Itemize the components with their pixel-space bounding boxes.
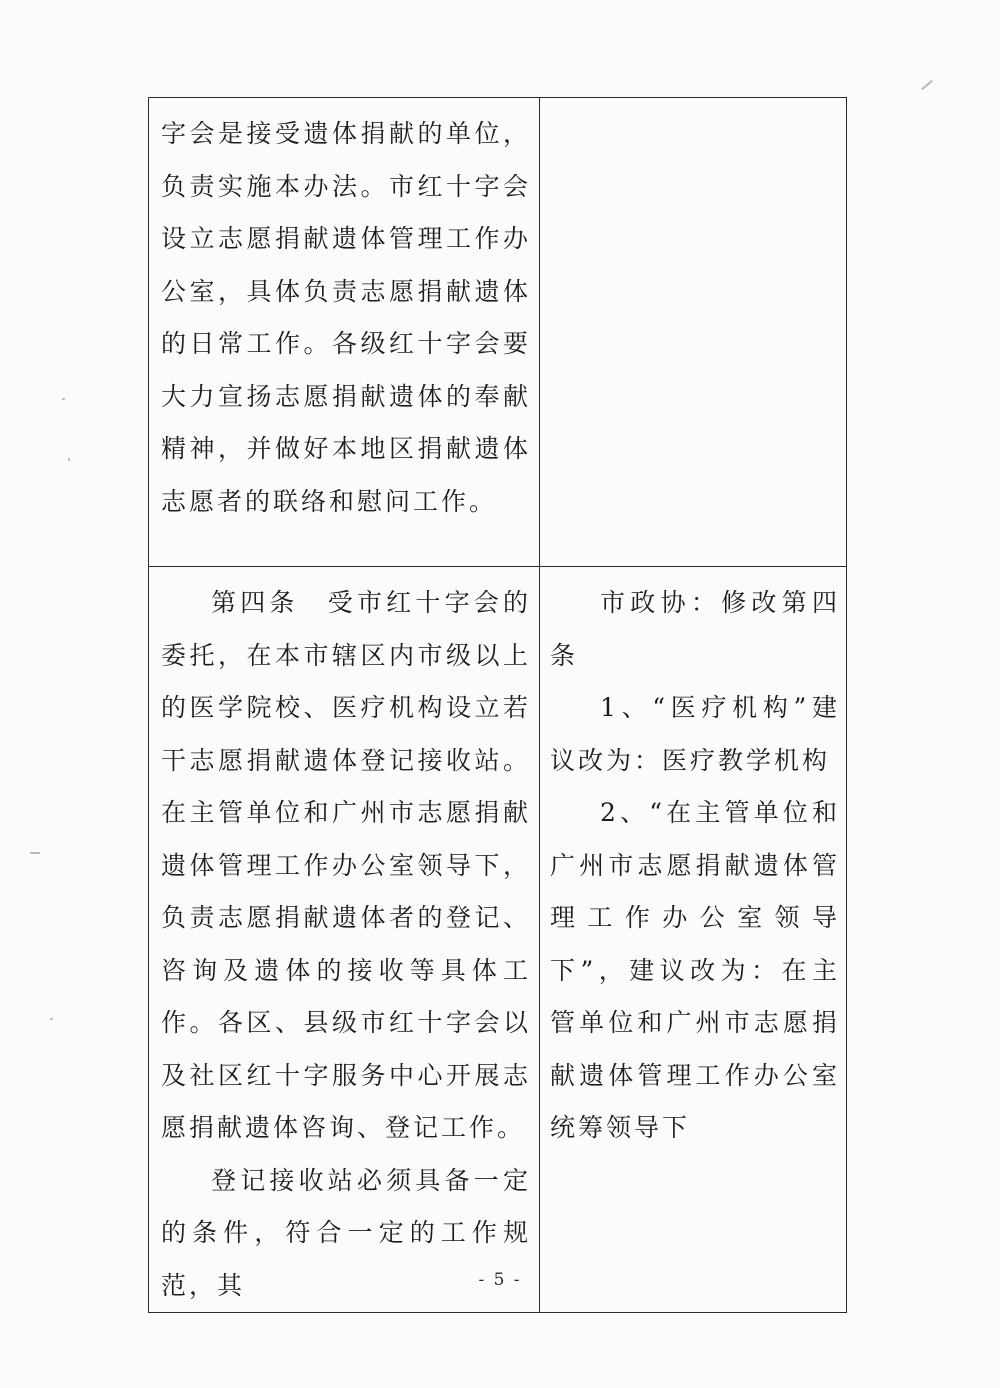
comment-cell (540, 98, 847, 567)
comment-item-2: 2、“在主管单位和广州市志愿捐献遗体管理工作办公室领导下”，建议改为：在主管单位和广州市志愿捐献遗体管理工作办公室统筹领导下 (550, 798, 840, 1142)
table-row (149, 567, 847, 1313)
scan-speck (62, 398, 65, 400)
scan-speck (30, 852, 40, 854)
station-requirements-paragraph: 登记接收站必须具备一定的条件，符合一定的工作规范，其 (161, 1165, 531, 1300)
article-four-paragraph: 第四条 受市红十字会的委托，在本市辖区内市级以上的医学院校、医疗机构设立若干志愿捐献遗体登记接收站。在主管单位和广州市志愿捐献遗体管理工作办公室领导下，负责志愿捐献遗体者的登记、咨询及遗体的接收等具体工作。各区、县级市红十字会以及社区红十字服务中心开展志愿捐献遗体咨询、登记工作。 (161, 588, 531, 1142)
original-text-paragraph: 字会是接受遗体捐献的单位，负责实施本办法。市红十字会设立志愿捐献遗体管理工作办公室，具体负责志愿捐献遗体的日常工作。各级红十字会要大力宣扬志愿捐献遗体的奉献精神，并做好本地区捐献遗体志愿者的联络和慰问工作。 (161, 119, 531, 516)
original-text-cell (149, 98, 540, 567)
scan-speck (68, 458, 70, 461)
page-number: - 5 - (478, 1270, 522, 1290)
scan-speck (50, 1018, 53, 1020)
comparison-table (148, 97, 847, 1313)
scan-speck (921, 80, 933, 91)
comment-heading: 市政协：修改第四条 (550, 588, 840, 670)
comment-item-1: 1、“医疗机构”建议改为：医疗教学机构 (550, 693, 840, 775)
table-row (149, 98, 847, 567)
comment-cell (540, 567, 847, 1313)
original-text-cell (149, 567, 540, 1313)
